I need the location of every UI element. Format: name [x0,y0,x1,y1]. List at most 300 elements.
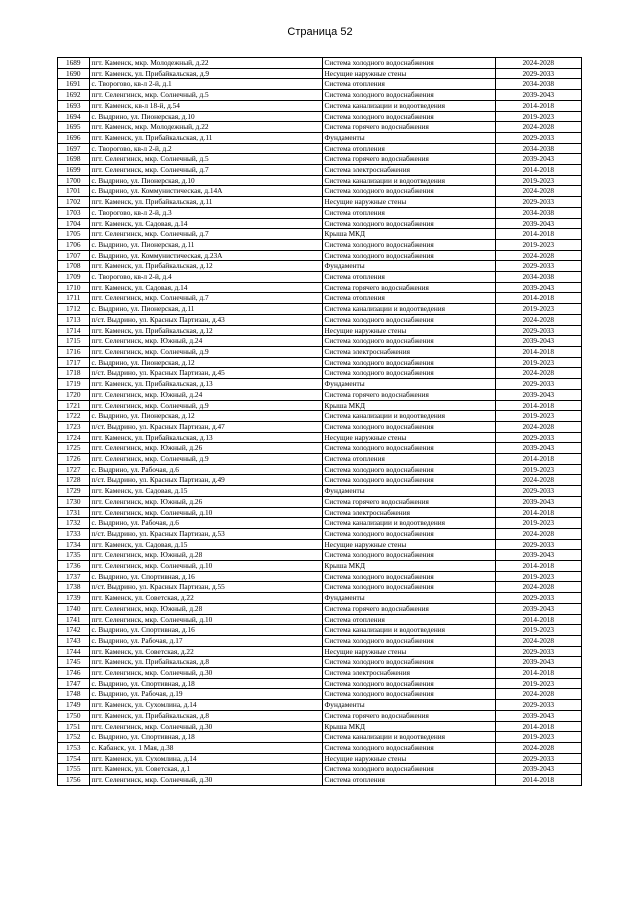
work-type-cell: Система горячего водоснабжения [322,710,495,721]
row-number-cell: 1718 [58,368,90,379]
row-number-cell: 1756 [58,775,90,786]
row-number-cell: 1723 [58,421,90,432]
row-number-cell: 1711 [58,293,90,304]
work-type-cell: Система электроснабжения [322,668,495,679]
table-row [58,539,582,550]
row-number-cell: 1704 [58,218,90,229]
row-number-cell: 1740 [58,603,90,614]
work-type-cell: Несущие наружные стены [322,68,495,79]
period-cell: 2014-2018 [495,293,582,304]
address-cell: с. Выдрино, ул. Пионерская, д.11 [89,239,322,250]
work-type-cell: Система холодного водоснабжения [322,635,495,646]
row-number-cell: 1693 [58,100,90,111]
address-cell: пгт. Селенгинск, мкр. Солнечный, д.7 [89,229,322,240]
table-row [58,79,582,90]
row-number-cell: 1738 [58,582,90,593]
period-cell: 2019-2023 [495,111,582,122]
row-number-cell: 1689 [58,58,90,69]
address-cell: пгт. Каменск, ул. Прибайкальская, д.8 [89,710,322,721]
work-type-cell: Фундаменты [322,379,495,390]
period-cell: 2029-2033 [495,261,582,272]
table-row [58,90,582,101]
work-type-cell: Система холодного водоснабжения [322,571,495,582]
period-cell: 2029-2033 [495,593,582,604]
work-type-cell: Система холодного водоснабжения [322,218,495,229]
table-row [58,764,582,775]
table-row [58,122,582,133]
work-type-cell: Система горячего водоснабжения [322,282,495,293]
work-type-cell: Фундаменты [322,261,495,272]
address-cell: пгт. Селенгинск, мкр. Солнечный, д.30 [89,775,322,786]
address-cell: пгт. Селенгинск, мкр. Солнечный, д.10 [89,507,322,518]
period-cell: 2024-2028 [495,689,582,700]
period-cell: 2039-2043 [495,710,582,721]
period-cell: 2024-2028 [495,743,582,754]
address-cell: пгт. Каменск, мкр. Молодежный, д.22 [89,122,322,133]
period-cell: 2019-2023 [495,625,582,636]
work-type-cell: Система канализации и водоотведения [322,625,495,636]
work-type-cell: Фундаменты [322,700,495,711]
row-number-cell: 1719 [58,379,90,390]
table-row [58,668,582,679]
row-number-cell: 1724 [58,432,90,443]
work-type-cell: Несущие наружные стены [322,197,495,208]
work-type-cell: Крыша МКД [322,721,495,732]
work-type-cell: Система отопления [322,454,495,465]
address-cell: пгт. Селенгинск, мкр. Солнечный, д.7 [89,293,322,304]
table-row [58,100,582,111]
row-number-cell: 1727 [58,464,90,475]
table-row [58,143,582,154]
period-cell: 2019-2023 [495,678,582,689]
row-number-cell: 1698 [58,154,90,165]
period-cell: 2024-2028 [495,475,582,486]
address-cell: с. Выдрино, ул. Пионерская, д.11 [89,304,322,315]
address-cell: пгт. Каменск, ул. Садовая, д.15 [89,486,322,497]
row-number-cell: 1726 [58,454,90,465]
table-row [58,154,582,165]
row-number-cell: 1749 [58,700,90,711]
period-cell: 2039-2043 [495,496,582,507]
address-cell: пгт. Селенгинск, мкр. Солнечный, д.9 [89,400,322,411]
table-row [58,207,582,218]
table-row [58,336,582,347]
period-cell: 2039-2043 [495,603,582,614]
work-type-cell: Система отопления [322,614,495,625]
address-cell: п/ст. Выдрино, ул. Красных Партизан, д.43 [89,314,322,325]
address-cell: пгт. Каменск, ул. Прибайкальская, д.11 [89,197,322,208]
work-type-cell: Система холодного водоснабжения [322,250,495,261]
row-number-cell: 1744 [58,646,90,657]
table-row [58,464,582,475]
work-type-cell: Система электроснабжения [322,165,495,176]
address-cell: пгт. Селенгинск, мкр. Южный, д.24 [89,336,322,347]
table-row [58,282,582,293]
table-row [58,496,582,507]
address-cell: пгт. Каменск, ул. Советская, д.22 [89,646,322,657]
row-number-cell: 1697 [58,143,90,154]
period-cell: 2029-2033 [495,325,582,336]
table-row [58,753,582,764]
address-cell: пгт. Каменск, ул. Прибайкальская, д.9 [89,68,322,79]
work-type-cell: Система холодного водоснабжения [322,764,495,775]
row-number-cell: 1750 [58,710,90,721]
period-cell: 2024-2028 [495,368,582,379]
period-cell: 2014-2018 [495,561,582,572]
row-number-cell: 1742 [58,625,90,636]
work-type-cell: Система отопления [322,775,495,786]
work-type-cell: Система канализации и водоотведения [322,304,495,315]
table-row [58,528,582,539]
row-number-cell: 1736 [58,561,90,572]
work-type-cell: Система канализации и водоотведения [322,100,495,111]
row-number-cell: 1702 [58,197,90,208]
work-type-cell: Система холодного водоснабжения [322,689,495,700]
table-row [58,646,582,657]
period-cell: 2024-2028 [495,314,582,325]
row-number-cell: 1691 [58,79,90,90]
row-number-cell: 1752 [58,732,90,743]
address-cell: пгт. Селенгинск, мкр. Солнечный, д.7 [89,165,322,176]
period-cell: 2014-2018 [495,400,582,411]
work-type-cell: Система канализации и водоотведения [322,411,495,422]
address-cell: пгт. Селенгинск, мкр. Солнечный, д.30 [89,721,322,732]
period-cell: 2039-2043 [495,550,582,561]
row-number-cell: 1717 [58,357,90,368]
period-cell: 2034-2038 [495,79,582,90]
row-number-cell: 1692 [58,90,90,101]
work-type-cell: Несущие наружные стены [322,646,495,657]
work-type-cell: Система холодного водоснабжения [322,443,495,454]
address-cell: с. Выдрино, ул. Рабочая, д.19 [89,689,322,700]
table-row [58,218,582,229]
row-number-cell: 1708 [58,261,90,272]
period-cell: 2019-2023 [495,571,582,582]
period-cell: 2029-2033 [495,68,582,79]
row-number-cell: 1745 [58,657,90,668]
address-cell: пгт. Каменск, ул. Советская, д.22 [89,593,322,604]
address-cell: пгт. Селенгинск, мкр. Солнечный, д.9 [89,454,322,465]
period-cell: 2019-2023 [495,464,582,475]
address-cell: с. Выдрино, ул. Спортивная, д.16 [89,571,322,582]
row-number-cell: 1722 [58,411,90,422]
table-row [58,411,582,422]
table-row [58,689,582,700]
address-cell: пгт. Селенгинск, мкр. Южный, д.26 [89,443,322,454]
row-number-cell: 1696 [58,132,90,143]
work-type-cell: Фундаменты [322,132,495,143]
address-cell: с. Выдрино, ул. Коммунистическая, д.14А [89,186,322,197]
work-type-cell: Система горячего водоснабжения [322,154,495,165]
address-cell: пгт. Каменск, мкр. Молодежный, д.22 [89,58,322,69]
row-number-cell: 1710 [58,282,90,293]
row-number-cell: 1751 [58,721,90,732]
table-row [58,710,582,721]
row-number-cell: 1735 [58,550,90,561]
work-type-cell: Система отопления [322,293,495,304]
address-cell: пгт. Селенгинск, мкр. Южный, д.26 [89,496,322,507]
row-number-cell: 1743 [58,635,90,646]
period-cell: 2014-2018 [495,775,582,786]
work-type-cell: Система холодного водоснабжения [322,58,495,69]
work-type-cell: Несущие наружные стены [322,432,495,443]
period-cell: 2024-2028 [495,421,582,432]
address-cell: пгт. Каменск, кв-л 18-й, д.54 [89,100,322,111]
row-number-cell: 1700 [58,175,90,186]
address-cell: пгт. Каменск, ул. Садовая, д.14 [89,218,322,229]
period-cell: 2029-2033 [495,379,582,390]
period-cell: 2019-2023 [495,411,582,422]
table-row [58,389,582,400]
work-type-cell: Крыша МКД [322,561,495,572]
table-row [58,454,582,465]
row-number-cell: 1725 [58,443,90,454]
period-cell: 2034-2038 [495,272,582,283]
row-number-cell: 1731 [58,507,90,518]
address-cell: пгт. Селенгинск, мкр. Солнечный, д.5 [89,90,322,101]
table-row [58,357,582,368]
table-row [58,603,582,614]
period-cell: 2029-2033 [495,539,582,550]
work-type-cell: Фундаменты [322,593,495,604]
period-cell: 2029-2033 [495,132,582,143]
address-cell: п/ст. Выдрино, ул. Красных Партизан, д.45 [89,368,322,379]
work-type-cell: Система холодного водоснабжения [322,528,495,539]
table-row [58,775,582,786]
period-cell: 2034-2038 [495,207,582,218]
period-cell: 2039-2043 [495,154,582,165]
row-number-cell: 1695 [58,122,90,133]
row-number-cell: 1712 [58,304,90,315]
table-row [58,443,582,454]
address-cell: с. Выдрино, ул. Спортивная, д.16 [89,625,322,636]
table-row [58,614,582,625]
table-row [58,132,582,143]
work-type-cell: Фундаменты [322,486,495,497]
address-cell: пгт. Селенгинск, мкр. Южный, д.24 [89,389,322,400]
work-type-cell: Несущие наружные стены [322,753,495,764]
work-type-cell: Система горячего водоснабжения [322,603,495,614]
address-cell: пгт. Каменск, ул. Садовая, д.14 [89,282,322,293]
period-cell: 2024-2028 [495,186,582,197]
table-row [58,571,582,582]
period-cell: 2019-2023 [495,518,582,529]
address-cell: п/ст. Выдрино, ул. Красных Партизан, д.55 [89,582,322,593]
row-number-cell: 1754 [58,753,90,764]
table-row [58,68,582,79]
row-number-cell: 1720 [58,389,90,400]
table-row [58,678,582,689]
period-cell: 2024-2028 [495,635,582,646]
row-number-cell: 1739 [58,593,90,604]
address-cell: с. Творогово, кв-л 2-й, д.2 [89,143,322,154]
row-number-cell: 1713 [58,314,90,325]
table-row [58,625,582,636]
period-cell: 2014-2018 [495,454,582,465]
table-row [58,721,582,732]
period-cell: 2024-2028 [495,58,582,69]
period-cell: 2014-2018 [495,165,582,176]
row-number-cell: 1737 [58,571,90,582]
address-cell: пгт. Селенгинск, мкр. Южный, д.28 [89,550,322,561]
address-cell: п/ст. Выдрино, ул. Красных Партизан, д.49 [89,475,322,486]
period-cell: 2019-2023 [495,175,582,186]
address-cell: с. Творогово, кв-л 2-й, д.1 [89,79,322,90]
address-cell: с. Выдрино, ул. Пионерская, д.10 [89,175,322,186]
work-type-cell: Система отопления [322,79,495,90]
table-row [58,197,582,208]
row-number-cell: 1709 [58,272,90,283]
table-row [58,743,582,754]
address-cell: пгт. Каменск, ул. Прибайкальская, д.13 [89,379,322,390]
period-cell: 2014-2018 [495,346,582,357]
address-cell: п/ст. Выдрино, ул. Красных Партизан, д.53 [89,528,322,539]
row-number-cell: 1694 [58,111,90,122]
address-cell: с. Творогово, кв-л 2-й, д.3 [89,207,322,218]
address-cell: с. Выдрино, ул. Пионерская, д.12 [89,357,322,368]
address-cell: пгт. Каменск, ул. Прибайкальская, д.12 [89,261,322,272]
period-cell: 2029-2033 [495,700,582,711]
table-row [58,421,582,432]
period-cell: 2029-2033 [495,486,582,497]
row-number-cell: 1703 [58,207,90,218]
address-cell: с. Выдрино, ул. Рабочая, д.6 [89,464,322,475]
row-number-cell: 1746 [58,668,90,679]
table-row [58,550,582,561]
address-cell: пгт. Каменск, ул. Прибайкальская, д.12 [89,325,322,336]
table-row [58,58,582,69]
row-number-cell: 1716 [58,346,90,357]
period-cell: 2039-2043 [495,218,582,229]
table-row [58,582,582,593]
row-number-cell: 1699 [58,165,90,176]
work-type-cell: Система холодного водоснабжения [322,421,495,432]
address-cell: пгт. Селенгинск, мкр. Солнечный, д.5 [89,154,322,165]
period-cell: 2019-2023 [495,357,582,368]
table-row [58,432,582,443]
table-row [58,186,582,197]
period-cell: 2039-2043 [495,443,582,454]
address-cell: пгт. Каменск, ул. Прибайкальская, д.13 [89,432,322,443]
period-cell: 2014-2018 [495,229,582,240]
period-cell: 2019-2023 [495,732,582,743]
period-cell: 2029-2033 [495,197,582,208]
row-number-cell: 1690 [58,68,90,79]
table-row [58,250,582,261]
address-cell: с. Творогово, кв-л 2-й, д.4 [89,272,322,283]
address-cell: с. Выдрино, ул. Рабочая, д.17 [89,635,322,646]
work-type-cell: Система холодного водоснабжения [322,743,495,754]
work-type-cell: Система холодного водоснабжения [322,475,495,486]
period-cell: 2014-2018 [495,721,582,732]
address-cell: с. Выдрино, ул. Пионерская, д.12 [89,411,322,422]
address-cell: пгт. Селенгинск, мкр. Южный, д.28 [89,603,322,614]
work-type-cell: Система холодного водоснабжения [322,90,495,101]
address-cell: пгт. Селенгинск, мкр. Солнечный, д.9 [89,346,322,357]
work-type-cell: Система электроснабжения [322,346,495,357]
work-type-cell: Крыша МКД [322,229,495,240]
table-row [58,635,582,646]
table-row [58,379,582,390]
table-row [58,261,582,272]
table-row [58,593,582,604]
address-cell: пгт. Селенгинск, мкр. Солнечный, д.10 [89,561,322,572]
work-type-cell: Система холодного водоснабжения [322,368,495,379]
row-number-cell: 1755 [58,764,90,775]
address-cell: пгт. Селенгинск, мкр. Солнечный, д.10 [89,614,322,625]
address-cell: пгт. Каменск, ул. Садовая, д.15 [89,539,322,550]
table-row [58,175,582,186]
period-cell: 2014-2018 [495,507,582,518]
address-cell: пгт. Каменск, ул. Советская, д.1 [89,764,322,775]
table-row [58,486,582,497]
period-cell: 2039-2043 [495,657,582,668]
work-type-cell: Система холодного водоснабжения [322,550,495,561]
work-type-cell: Система электроснабжения [322,507,495,518]
work-type-cell: Система горячего водоснабжения [322,389,495,400]
row-number-cell: 1706 [58,239,90,250]
table-row [58,368,582,379]
period-cell: 2014-2018 [495,668,582,679]
address-cell: с. Выдрино, ул. Коммунистическая, д.23А [89,250,322,261]
table-row [58,272,582,283]
period-cell: 2019-2023 [495,239,582,250]
row-number-cell: 1715 [58,336,90,347]
address-cell: п/ст. Выдрино, ул. Красных Партизан, д.47 [89,421,322,432]
period-cell: 2039-2043 [495,764,582,775]
work-type-cell: Несущие наружные стены [322,325,495,336]
work-type-cell: Система отопления [322,272,495,283]
row-number-cell: 1714 [58,325,90,336]
row-number-cell: 1747 [58,678,90,689]
row-number-cell: 1701 [58,186,90,197]
work-type-cell: Система холодного водоснабжения [322,111,495,122]
work-type-cell: Система холодного водоснабжения [322,186,495,197]
period-cell: 2039-2043 [495,282,582,293]
work-type-cell: Система холодного водоснабжения [322,239,495,250]
table-row [58,293,582,304]
period-cell: 2019-2023 [495,304,582,315]
period-cell: 2039-2043 [495,336,582,347]
work-type-cell: Система холодного водоснабжения [322,336,495,347]
row-number-cell: 1721 [58,400,90,411]
table-row [58,229,582,240]
row-number-cell: 1729 [58,486,90,497]
table-row [58,325,582,336]
row-number-cell: 1741 [58,614,90,625]
address-cell: пгт. Каменск, ул. Прибайкальская, д.11 [89,132,322,143]
row-number-cell: 1733 [58,528,90,539]
row-number-cell: 1730 [58,496,90,507]
table-row [58,732,582,743]
period-cell: 2029-2033 [495,753,582,764]
table-row [58,165,582,176]
period-cell: 2024-2028 [495,582,582,593]
row-number-cell: 1707 [58,250,90,261]
table-row [58,304,582,315]
period-cell: 2024-2028 [495,528,582,539]
address-cell: с. Выдрино, ул. Спортивная, д.18 [89,678,322,689]
registry-table [57,57,582,786]
address-cell: пгт. Селенгинск, мкр. Солнечный, д.30 [89,668,322,679]
work-type-cell: Система отопления [322,143,495,154]
row-number-cell: 1705 [58,229,90,240]
work-type-cell: Несущие наружные стены [322,539,495,550]
work-type-cell: Система канализации и водоотведения [322,518,495,529]
work-type-cell: Система канализации и водоотведения [322,175,495,186]
table-row [58,475,582,486]
page-title: Страница 52 [287,26,353,38]
